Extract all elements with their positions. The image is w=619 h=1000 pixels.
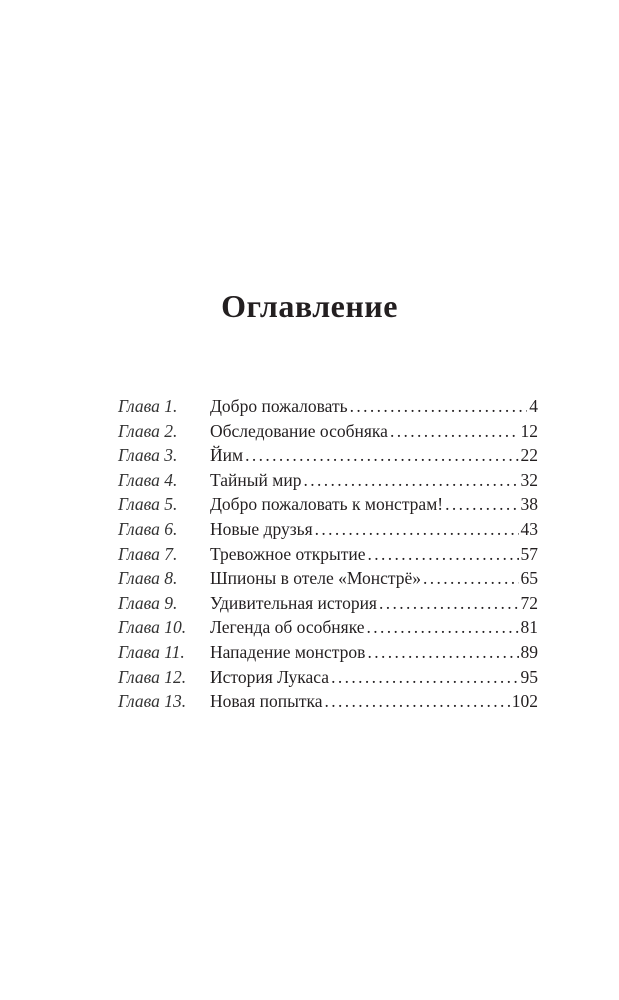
chapter-label: Глава 2. (118, 420, 178, 441)
page-number: 4 (529, 396, 538, 416)
chapter-title: Тревожное открытие (210, 543, 366, 564)
dot-leader (350, 396, 528, 417)
dot-leader (445, 494, 518, 515)
chapter-label: Глава 11. (118, 641, 185, 662)
chapter-label: Глава 3. (118, 445, 178, 466)
chapter-title: Добро пожаловать (210, 396, 348, 416)
toc-entry (118, 470, 538, 495)
toc-entry (118, 396, 538, 421)
chapter-label: Глава 10. (118, 617, 187, 638)
chapter-title: Удивительная история (210, 592, 377, 613)
page-number: 81 (520, 617, 538, 638)
toc-entry (118, 617, 538, 642)
page-number: 72 (520, 592, 538, 613)
dot-leader (390, 421, 519, 442)
page-number: 95 (520, 666, 538, 687)
chapter-title: Йим (210, 445, 244, 466)
page-number: 32 (520, 469, 538, 490)
page-number: 43 (520, 518, 538, 539)
chapter-label: Глава 13. (118, 691, 187, 712)
page-number: 89 (520, 641, 538, 662)
dot-leader (331, 667, 518, 688)
chapter-title: Новая попытка (210, 691, 323, 712)
page-title: Оглавление (221, 288, 398, 324)
page-number: 57 (520, 543, 538, 564)
chapter-label: Глава 9. (118, 592, 178, 613)
toc-entry (118, 544, 538, 569)
chapter-title: Нападение монстров (210, 641, 366, 662)
page-number: 102 (511, 691, 538, 712)
toc-entry (118, 568, 538, 593)
dot-leader (315, 519, 519, 540)
toc-entry (118, 691, 538, 716)
chapter-title: Обследование особняка (210, 420, 388, 441)
page-number: 38 (520, 494, 538, 515)
chapter-title: История Лукаса (210, 666, 330, 687)
toc-entry (118, 593, 538, 618)
dot-leader (368, 544, 519, 565)
chapter-label: Глава 5. (118, 494, 178, 515)
chapter-title: Добро пожаловать к монстрам! (210, 494, 444, 515)
chapter-title: Шпионы в отеле «Монстрё» (210, 568, 421, 589)
dot-leader (367, 617, 519, 638)
dot-leader (303, 470, 518, 491)
dot-leader (367, 642, 518, 663)
toc-entry (118, 519, 538, 544)
chapter-label: Глава 8. (118, 568, 178, 589)
page-number: 12 (520, 420, 538, 441)
chapter-label: Глава 4. (118, 469, 178, 490)
chapter-label: Глава 12. (118, 666, 187, 687)
page-number: 22 (520, 445, 538, 466)
chapter-label: Глава 1. (118, 396, 178, 416)
chapter-label: Глава 7. (118, 543, 178, 564)
toc-entry (118, 494, 538, 519)
chapter-title: Легенда об особняке (210, 617, 365, 638)
dot-leader (245, 445, 518, 466)
dot-leader (379, 593, 519, 614)
dot-leader (423, 568, 519, 589)
table-of-contents (118, 396, 538, 716)
toc-entry (118, 667, 538, 692)
toc-entry (118, 642, 538, 667)
chapter-title: Тайный мир (210, 469, 302, 490)
chapter-label: Глава 6. (118, 518, 178, 539)
toc-entry (118, 445, 538, 470)
dot-leader (325, 691, 510, 712)
toc-entry (118, 421, 538, 446)
chapter-title: Новые друзья (210, 518, 313, 539)
page-number: 65 (520, 568, 538, 589)
